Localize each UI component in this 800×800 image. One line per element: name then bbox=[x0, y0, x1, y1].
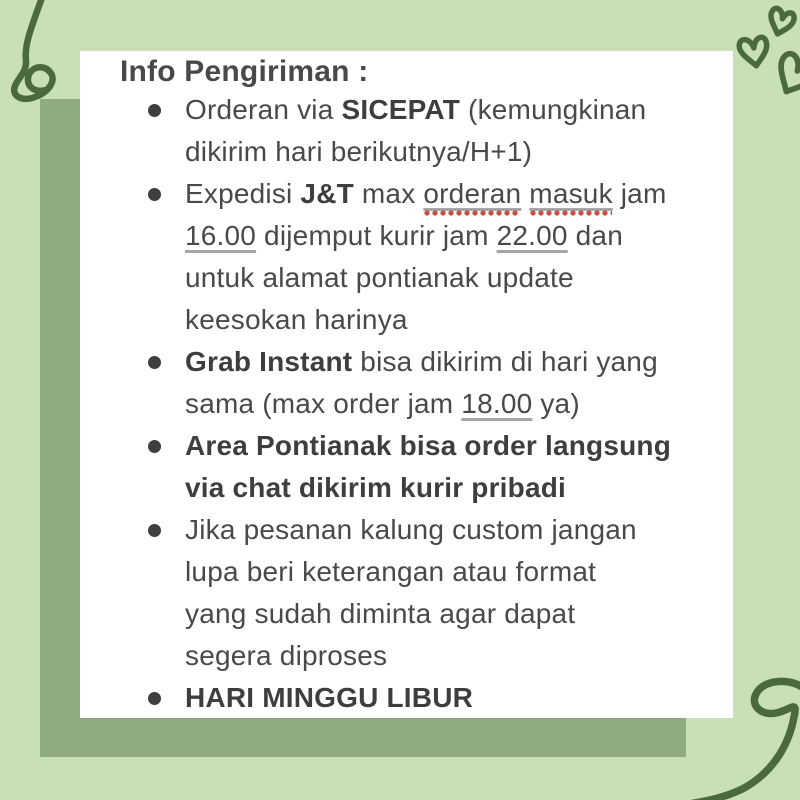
text-segment: via chat dikirim kurir pribadi bbox=[185, 472, 567, 503]
text-line bbox=[185, 341, 719, 383]
shipping-info-list bbox=[120, 89, 719, 719]
text-segment: Jika pesanan kalung custom jangan bbox=[185, 514, 637, 545]
heart-icon bbox=[770, 51, 800, 99]
bullet-dot-icon bbox=[148, 356, 161, 369]
text-segment: J&T bbox=[300, 178, 354, 209]
text-segment: untuk alamat pontianak update bbox=[185, 262, 574, 293]
text-segment: Area Pontianak bisa order langsung bbox=[185, 430, 672, 461]
text-segment: orderan bbox=[423, 178, 522, 209]
text-segment: dan bbox=[567, 220, 623, 251]
text-line bbox=[185, 383, 719, 425]
text-line bbox=[185, 551, 719, 593]
info-card bbox=[80, 51, 733, 718]
text-segment: jam bbox=[612, 178, 667, 209]
bullet-dot-icon bbox=[148, 524, 161, 537]
bullet-item bbox=[120, 425, 719, 509]
text-segment: bisa dikirim di hari yang bbox=[352, 346, 658, 377]
text-segment: HARI MINGGU LIBUR bbox=[185, 682, 474, 713]
text-segment: Expedisi bbox=[185, 178, 301, 209]
card-title: Info Pengiriman : bbox=[120, 55, 369, 88]
heart-icon bbox=[766, 7, 796, 37]
heart-icon bbox=[738, 37, 769, 68]
bullet-item bbox=[120, 509, 719, 677]
squiggle-top-left-icon bbox=[0, 0, 80, 110]
bullet-dot-icon bbox=[148, 104, 161, 117]
bullet-item bbox=[120, 173, 719, 341]
text-line bbox=[185, 467, 719, 509]
text-segment: max bbox=[353, 178, 424, 209]
text-segment: lupa beri keterangan atau format bbox=[185, 556, 597, 587]
text-segment: segera diproses bbox=[185, 640, 388, 671]
text-segment: dikirim hari berikutnya/H+1) bbox=[185, 136, 533, 167]
text-segment: masuk bbox=[529, 178, 613, 209]
text-line bbox=[185, 173, 719, 215]
text-segment: keesokan harinya bbox=[185, 304, 408, 335]
text-line bbox=[185, 425, 719, 467]
text-segment: sama (max order jam bbox=[185, 388, 462, 419]
bullet-dot-icon bbox=[148, 692, 161, 705]
text-line bbox=[185, 509, 719, 551]
text-segment: yang sudah diminta agar dapat bbox=[185, 598, 576, 629]
text-line bbox=[185, 89, 719, 131]
text-segment: 16.00 bbox=[185, 220, 257, 251]
text-segment: Grab Instant bbox=[185, 346, 353, 377]
text-line bbox=[185, 593, 719, 635]
text-segment: 22.00 bbox=[496, 220, 568, 251]
text-line bbox=[185, 257, 719, 299]
bullet-dot-icon bbox=[148, 188, 161, 201]
text-segment: Orderan via bbox=[185, 94, 342, 125]
text-segment: SICEPAT bbox=[341, 94, 461, 125]
text-line bbox=[185, 635, 719, 677]
bullet-item bbox=[120, 677, 719, 719]
text-line bbox=[185, 215, 719, 257]
text-line bbox=[185, 131, 719, 173]
text-segment: (kemungkinan bbox=[460, 94, 647, 125]
bullet-item bbox=[120, 341, 719, 425]
text-line bbox=[185, 299, 719, 341]
bullet-dot-icon bbox=[148, 440, 161, 453]
bullet-item bbox=[120, 89, 719, 173]
text-line bbox=[185, 677, 719, 719]
text-segment: ya) bbox=[532, 388, 580, 419]
text-segment: dijemput kurir jam bbox=[256, 220, 497, 251]
text-segment: 18.00 bbox=[461, 388, 533, 419]
